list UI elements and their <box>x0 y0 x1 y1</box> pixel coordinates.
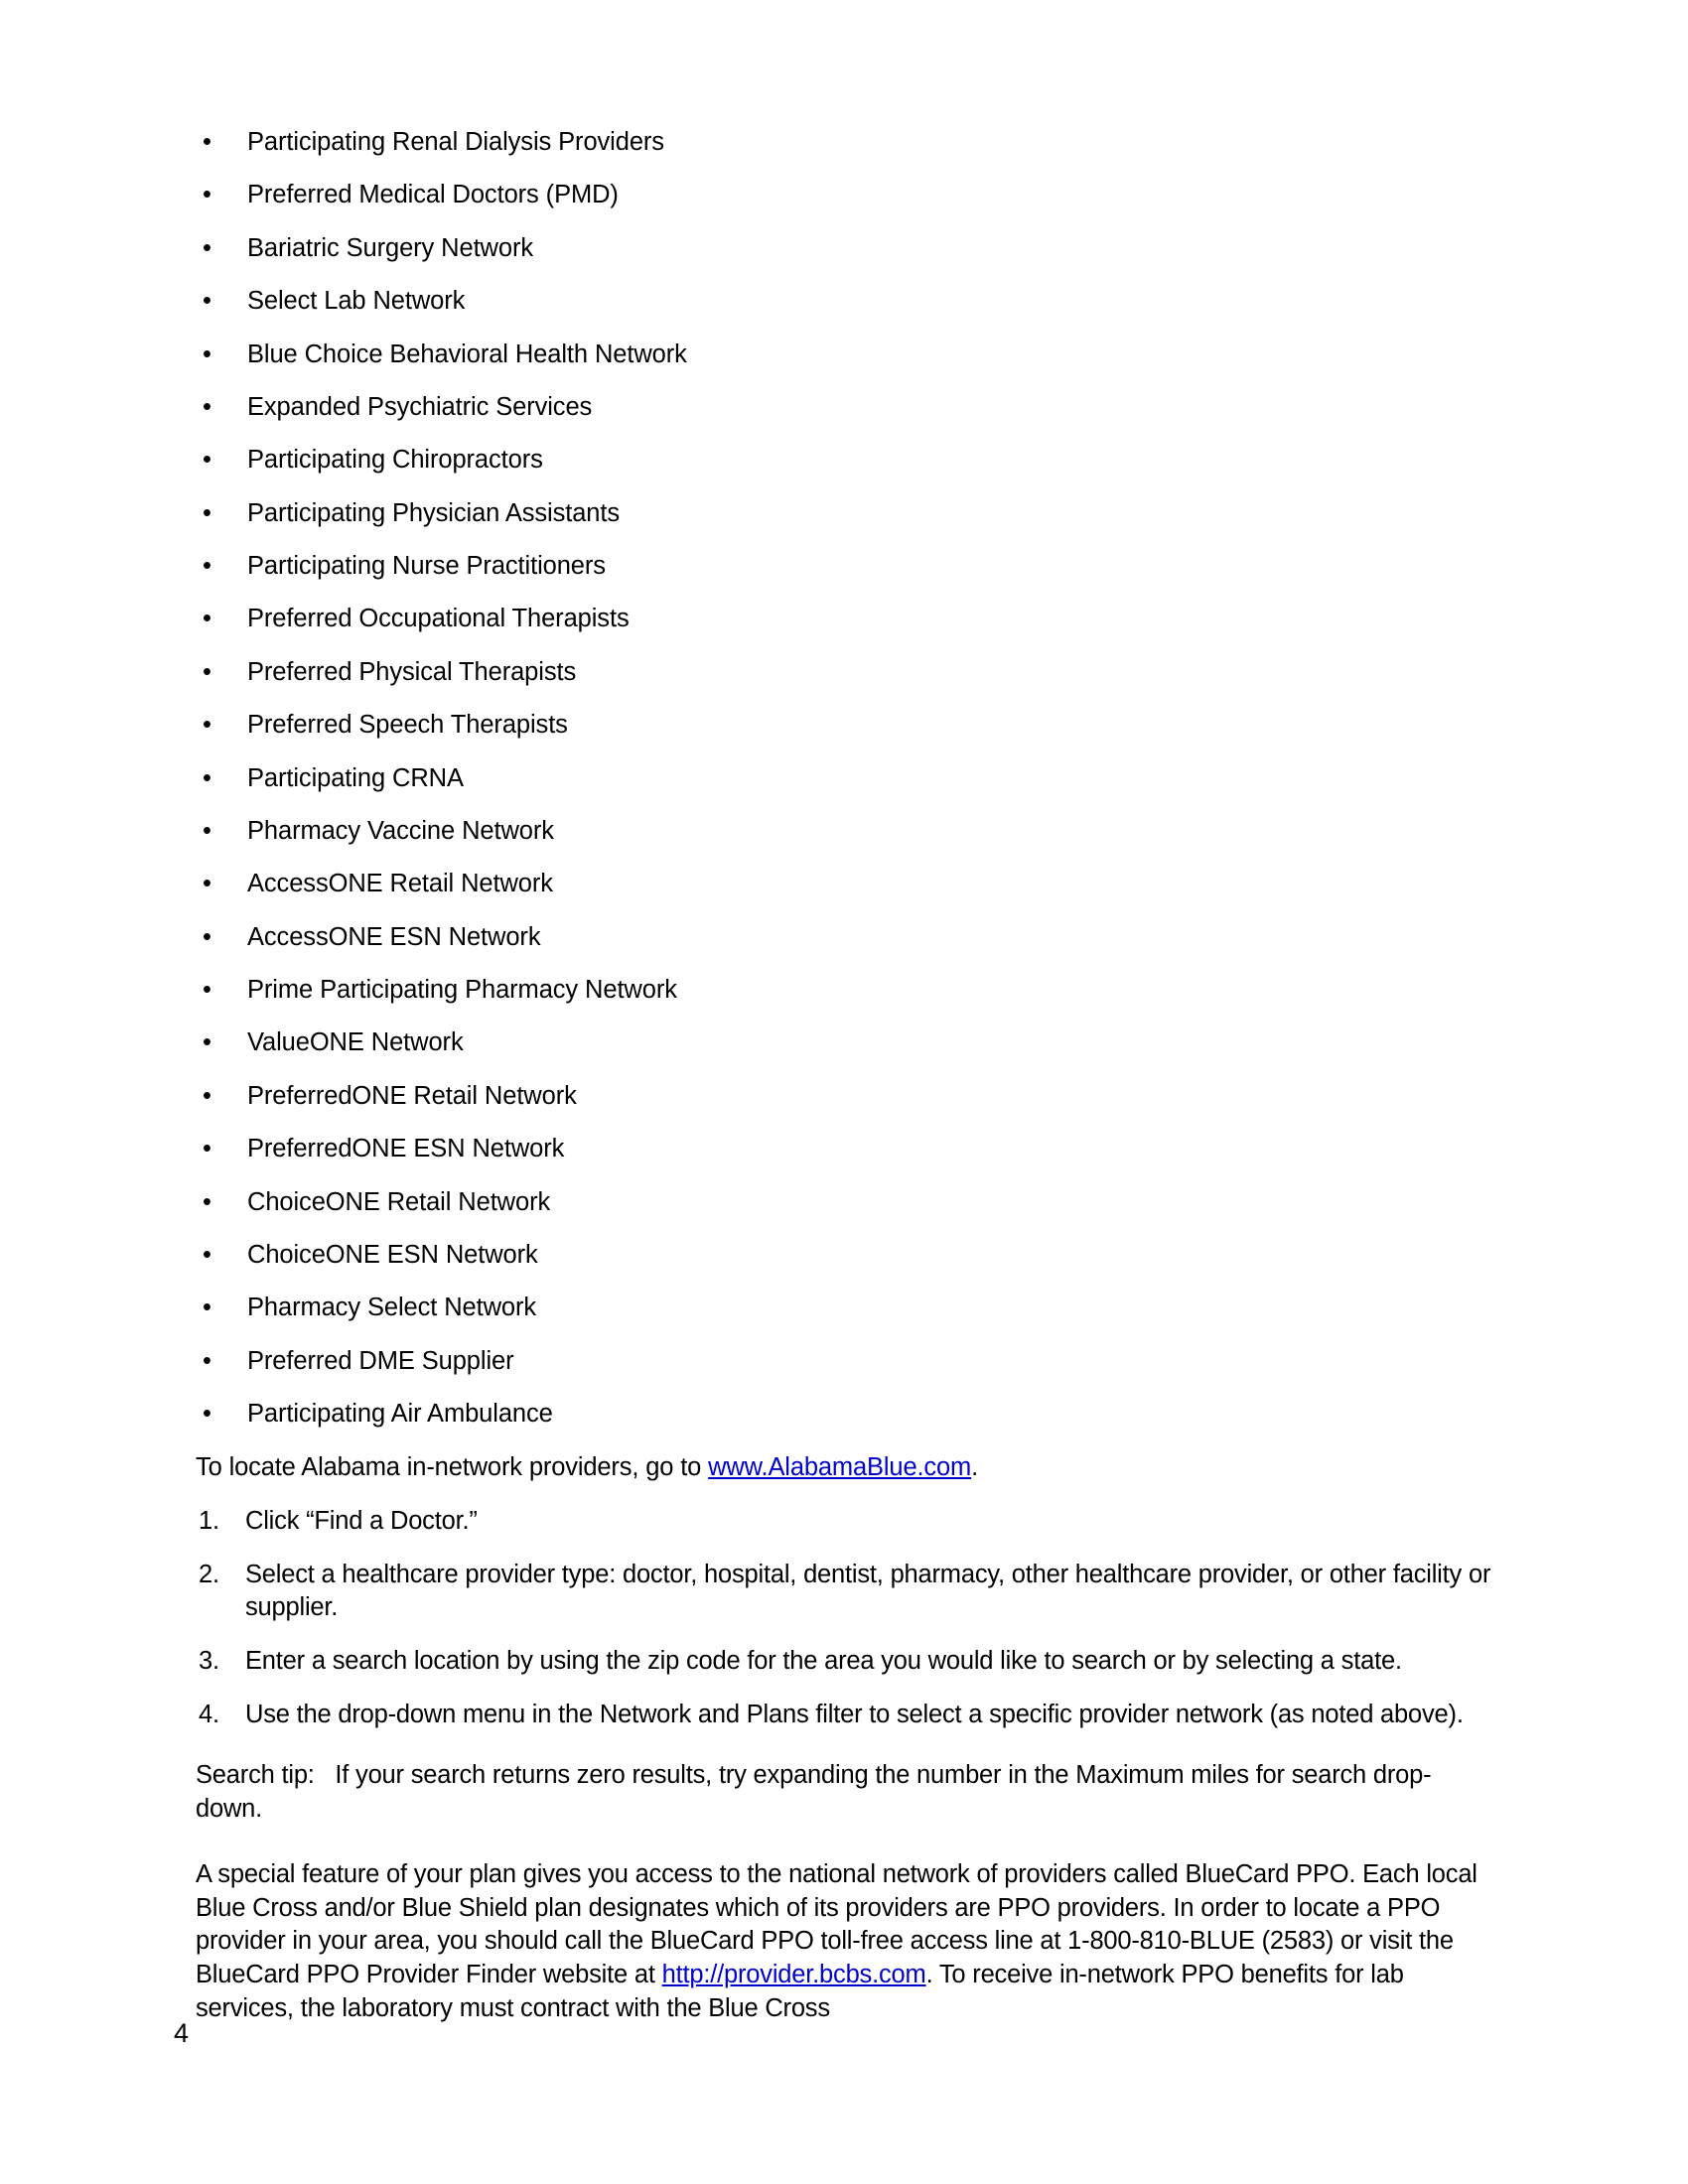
list-item <box>196 1505 1496 1538</box>
network-name: Preferred Speech Therapists <box>247 711 568 740</box>
step-marker: 2. <box>199 1560 219 1588</box>
network-name: Pharmacy Vaccine Network <box>247 816 554 845</box>
intro-prefix-text: To locate Alabama in-network providers, go to <box>196 1453 709 1482</box>
closing-text-part-1: A special feature of your plan gives you access to the national network of providers called BlueCard PPO. Each local Blue Cross and/or Blue Shield plan designates which of its providers are PPO providers. In order to locate a PPO provider in your area, you should call the BlueCard PPO toll-free access line at 1-800-810-BLUE (2583) or visit the BlueCard PPO Provider Finder website at <box>196 1859 1477 1989</box>
search-tip-text: If your search returns zero results, try expanding the number in the Maximum miles for search drop-down. <box>196 1761 1432 1823</box>
network-name: Pharmacy Select Network <box>247 1294 537 1322</box>
list-item <box>196 445 1496 475</box>
network-name: Participating Physician Assistants <box>247 498 621 527</box>
bullet-icon: • <box>203 657 211 686</box>
bullet-icon: • <box>203 233 211 262</box>
list-item <box>196 1187 1496 1217</box>
network-name: Select Lab Network <box>247 287 466 316</box>
bullet-icon: • <box>203 552 211 580</box>
list-item <box>196 1699 1496 1731</box>
list-item <box>196 1399 1496 1429</box>
list-item <box>196 286 1496 316</box>
provider-bcbs-link[interactable]: http://provider.bcbs.com <box>661 1961 926 1989</box>
network-name: Bariatric Surgery Network <box>247 233 533 262</box>
network-name: Preferred Medical Doctors (PMD) <box>247 181 619 209</box>
list-item <box>196 1134 1496 1163</box>
bullet-icon: • <box>203 498 211 527</box>
step-marker: 4. <box>199 1701 219 1729</box>
network-name: Participating CRNA <box>247 763 464 792</box>
list-item <box>196 1027 1496 1057</box>
step-marker: 3. <box>199 1647 219 1676</box>
list-item <box>196 922 1496 952</box>
network-name: Participating Chiropractors <box>247 446 543 475</box>
bullet-icon: • <box>203 1135 211 1163</box>
bullet-icon: • <box>203 287 211 316</box>
network-name: AccessONE Retail Network <box>247 870 553 898</box>
intro-suffix-text: . <box>971 1453 979 1482</box>
list-item <box>196 657 1496 687</box>
network-name: Expanded Psychiatric Services <box>247 392 593 421</box>
list-item <box>196 498 1496 528</box>
bullet-icon: • <box>203 870 211 898</box>
network-name: ChoiceONE Retail Network <box>247 1187 551 1216</box>
network-name: PreferredONE Retail Network <box>247 1081 577 1110</box>
bullet-icon: • <box>203 816 211 845</box>
bullet-icon: • <box>203 128 211 156</box>
bullet-icon: • <box>203 922 211 951</box>
network-name: Preferred DME Supplier <box>247 1346 514 1375</box>
locate-providers-paragraph <box>196 1452 1496 1483</box>
network-name: Prime Participating Pharmacy Network <box>247 976 677 1004</box>
list-item <box>196 604 1496 633</box>
bullet-icon: • <box>203 392 211 421</box>
alabamablue-link[interactable]: www.AlabamaBlue.com <box>708 1453 972 1482</box>
network-name: Participating Air Ambulance <box>247 1400 553 1428</box>
bullet-icon: • <box>203 1400 211 1428</box>
bullet-icon: • <box>203 1028 211 1057</box>
network-name: ChoiceONE ESN Network <box>247 1240 538 1269</box>
list-item <box>196 1240 1496 1270</box>
network-name: Preferred Physical Therapists <box>247 657 577 686</box>
bullet-icon: • <box>203 446 211 475</box>
bullet-icon: • <box>203 976 211 1004</box>
bullet-icon: • <box>203 763 211 792</box>
list-item <box>196 392 1496 422</box>
step-text: Select a healthcare provider type: doctor, hospital, dentist, pharmacy, other healthcare provider, or other facility or supplier. <box>245 1560 1491 1621</box>
step-text: Enter a search location by using the zip code for the area you would like to search or by selecting a state. <box>245 1647 1402 1676</box>
list-item <box>196 551 1496 581</box>
page-content <box>196 127 1496 2026</box>
closing-text-part-2: . To receive in-network PPO benefits for lab services, the laboratory must contract with the Blue Cross <box>196 1961 1404 2023</box>
bluecard-ppo-paragraph <box>196 1858 1496 2027</box>
list-item <box>196 1645 1496 1678</box>
list-item <box>196 340 1496 369</box>
list-item <box>196 975 1496 1005</box>
list-item <box>196 710 1496 740</box>
find-a-doctor-steps <box>196 1505 1496 1732</box>
network-name: PreferredONE ESN Network <box>247 1135 565 1163</box>
list-item <box>196 763 1496 793</box>
network-name: Participating Renal Dialysis Providers <box>247 128 664 156</box>
bullet-icon: • <box>203 1346 211 1375</box>
list-item <box>196 816 1496 846</box>
bullet-icon: • <box>203 181 211 209</box>
list-item <box>196 869 1496 898</box>
network-name: Preferred Occupational Therapists <box>247 605 630 633</box>
list-item <box>196 1346 1496 1376</box>
list-item <box>196 1081 1496 1111</box>
list-item <box>196 1559 1496 1624</box>
list-item <box>196 1293 1496 1322</box>
provider-network-list <box>196 127 1496 1429</box>
bullet-icon: • <box>203 605 211 633</box>
search-tip-paragraph <box>196 1759 1496 1825</box>
step-text: Click “Find a Doctor.” <box>245 1506 478 1535</box>
page-number: 4 <box>174 2018 190 2048</box>
list-item <box>196 127 1496 157</box>
bullet-icon: • <box>203 1081 211 1110</box>
bullet-icon: • <box>203 1294 211 1322</box>
step-marker: 1. <box>199 1506 219 1535</box>
bullet-icon: • <box>203 711 211 740</box>
bullet-icon: • <box>203 340 211 368</box>
step-text: Use the drop-down menu in the Network and Plans filter to select a specific provider network (as noted above). <box>245 1701 1464 1729</box>
list-item <box>196 180 1496 209</box>
bullet-icon: • <box>203 1240 211 1269</box>
search-tip-label: Search tip: <box>196 1761 336 1790</box>
network-name: Blue Choice Behavioral Health Network <box>247 340 687 368</box>
network-name: AccessONE ESN Network <box>247 922 541 951</box>
bullet-icon: • <box>203 1187 211 1216</box>
list-item <box>196 233 1496 263</box>
network-name: Participating Nurse Practitioners <box>247 552 606 580</box>
network-name: ValueONE Network <box>247 1028 464 1057</box>
